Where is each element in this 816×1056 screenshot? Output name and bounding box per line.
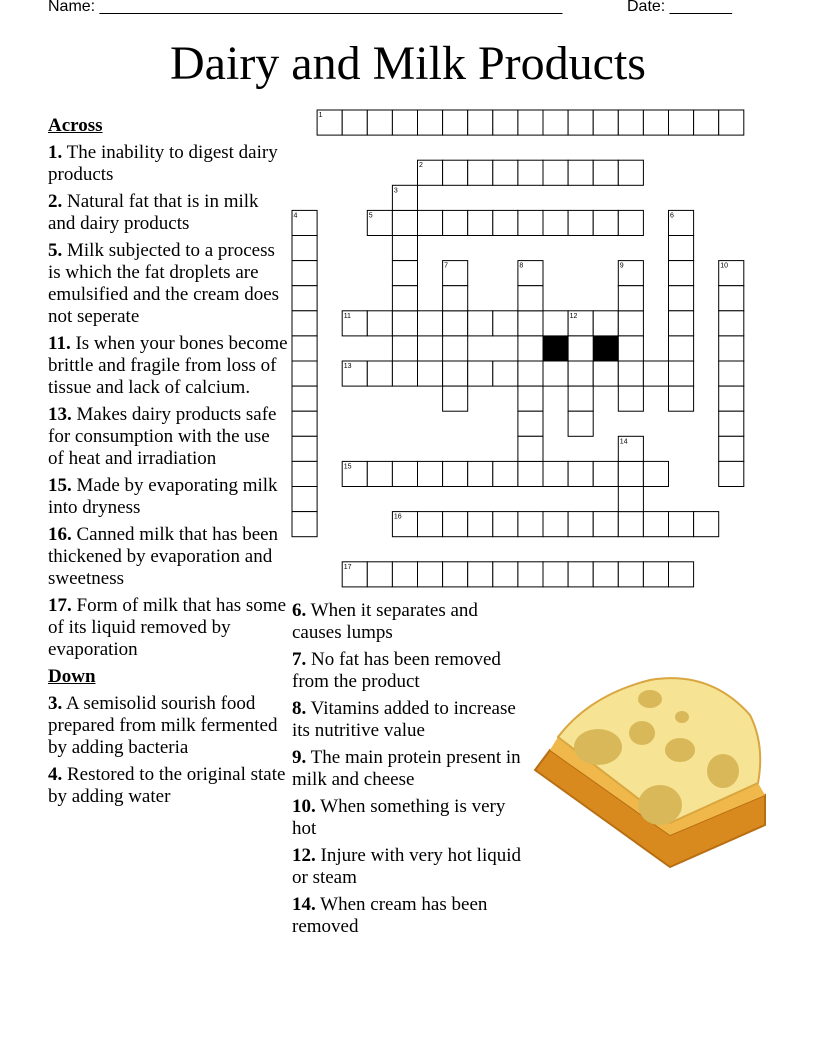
grid-cell[interactable] bbox=[418, 210, 443, 235]
clue-number: 17. bbox=[48, 595, 72, 616]
grid-cell[interactable] bbox=[443, 336, 468, 361]
grid-cell[interactable] bbox=[543, 512, 568, 537]
grid-cell[interactable] bbox=[568, 160, 593, 185]
grid-number: 9 bbox=[619, 262, 624, 270]
grid-cell[interactable] bbox=[392, 286, 417, 311]
grid-cell[interactable] bbox=[518, 386, 543, 411]
clue-text: Canned milk that has been thickened by evaporation and sweetness bbox=[48, 524, 279, 589]
clue-text: Made by evaporating milk into dryness bbox=[48, 475, 278, 518]
grid-cell[interactable] bbox=[342, 361, 367, 386]
grid-cell[interactable] bbox=[518, 411, 543, 436]
grid-cell[interactable] bbox=[443, 512, 468, 537]
clue-number: 15. bbox=[48, 475, 72, 496]
grid-cell[interactable] bbox=[392, 210, 417, 235]
grid-cell[interactable] bbox=[618, 562, 643, 587]
grid-number: 4 bbox=[293, 212, 298, 220]
grid-cell[interactable] bbox=[392, 461, 417, 486]
grid-cell[interactable] bbox=[443, 210, 468, 235]
clue bbox=[292, 600, 532, 644]
down-clue-list bbox=[48, 693, 288, 808]
clue-number: 13. bbox=[48, 404, 72, 425]
clue bbox=[48, 404, 288, 470]
grid-cell[interactable] bbox=[593, 210, 618, 235]
grid-cell[interactable] bbox=[694, 512, 719, 537]
grid-cell[interactable] bbox=[468, 110, 493, 135]
grid-cell[interactable] bbox=[669, 286, 694, 311]
cheese-hole bbox=[629, 721, 655, 745]
cheese-hole bbox=[675, 711, 689, 723]
grid-cell[interactable] bbox=[518, 461, 543, 486]
date-field[interactable]: Date: _______ bbox=[627, 0, 732, 15]
grid-cell[interactable] bbox=[392, 562, 417, 587]
grid-cell[interactable] bbox=[342, 562, 367, 587]
grid-cell[interactable] bbox=[443, 311, 468, 336]
grid-cell[interactable] bbox=[669, 210, 694, 235]
clue-text: When it separates and causes lumps bbox=[292, 600, 478, 643]
clue-text: The inability to digest dairy products bbox=[48, 142, 278, 185]
grid-cell[interactable] bbox=[719, 336, 744, 361]
grid-number: 5 bbox=[368, 212, 373, 220]
cheese-hole bbox=[638, 785, 682, 825]
grid-cell[interactable] bbox=[669, 311, 694, 336]
grid-cell[interactable] bbox=[418, 160, 443, 185]
clue-text: The main protein present in milk and cheese bbox=[292, 747, 521, 790]
grid-cell[interactable] bbox=[392, 512, 417, 537]
grid-cell[interactable] bbox=[518, 210, 543, 235]
grid-cell[interactable] bbox=[518, 110, 543, 135]
clue-text: Is when your bones become brittle and fragile from loss of tissue and lack of calcium. bbox=[48, 333, 288, 398]
grid-cell[interactable] bbox=[493, 311, 518, 336]
grid-cell[interactable] bbox=[342, 461, 367, 486]
grid-cell[interactable] bbox=[292, 512, 317, 537]
cheese-hole bbox=[665, 738, 695, 762]
grid-cell[interactable] bbox=[418, 562, 443, 587]
grid-cell[interactable] bbox=[618, 210, 643, 235]
clue bbox=[48, 595, 288, 661]
clue-text: Makes dairy products safe for consumption with the use of heat and irradiation bbox=[48, 404, 277, 469]
grid-number: 7 bbox=[444, 262, 449, 270]
grid-cell[interactable] bbox=[593, 160, 618, 185]
grid-cell[interactable] bbox=[669, 386, 694, 411]
clue bbox=[48, 475, 288, 519]
clue bbox=[292, 649, 532, 693]
grid-number: 14 bbox=[619, 438, 628, 446]
clue-text: Restored to the original state by adding water bbox=[48, 764, 286, 807]
clue-number: 4. bbox=[48, 764, 63, 785]
grid-cell[interactable] bbox=[568, 562, 593, 587]
grid-cell[interactable] bbox=[618, 336, 643, 361]
grid-number: 6 bbox=[670, 212, 674, 220]
name-field[interactable]: Name: ____________________________________________________ bbox=[48, 0, 563, 15]
grid-cell[interactable] bbox=[618, 160, 643, 185]
clue-text: When something is very hot bbox=[292, 796, 506, 839]
grid-cell[interactable] bbox=[669, 336, 694, 361]
clue bbox=[48, 693, 288, 759]
cheese-hole bbox=[638, 690, 662, 708]
grid-cell[interactable] bbox=[643, 361, 668, 386]
grid-cell[interactable] bbox=[518, 261, 543, 286]
grid-cell[interactable] bbox=[418, 512, 443, 537]
grid-cell[interactable] bbox=[719, 261, 744, 286]
grid-cell[interactable] bbox=[593, 361, 618, 386]
grid-cell[interactable] bbox=[292, 411, 317, 436]
clue-text: When cream has been removed bbox=[292, 894, 488, 937]
grid-cell[interactable] bbox=[518, 336, 543, 361]
grid-cell[interactable] bbox=[292, 261, 317, 286]
grid-cell[interactable] bbox=[493, 160, 518, 185]
grid-cell[interactable] bbox=[568, 411, 593, 436]
grid-cell[interactable] bbox=[719, 411, 744, 436]
grid-cell[interactable] bbox=[493, 461, 518, 486]
grid-cell[interactable] bbox=[367, 461, 392, 486]
grid-cell[interactable] bbox=[593, 110, 618, 135]
grid-cell[interactable] bbox=[292, 487, 317, 512]
grid-cell[interactable] bbox=[292, 286, 317, 311]
grid-cell[interactable] bbox=[643, 562, 668, 587]
clue-number: 1. bbox=[48, 142, 63, 163]
grid-cell[interactable] bbox=[618, 261, 643, 286]
clue-number: 11. bbox=[48, 333, 71, 354]
grid-cell[interactable] bbox=[418, 110, 443, 135]
grid-cell[interactable] bbox=[493, 512, 518, 537]
clue-number: 7. bbox=[292, 649, 307, 670]
grid-cell[interactable] bbox=[643, 512, 668, 537]
clue bbox=[48, 240, 288, 328]
clue bbox=[292, 698, 532, 742]
grid-cell[interactable] bbox=[618, 461, 643, 486]
grid-cell[interactable] bbox=[518, 160, 543, 185]
grid-cell[interactable] bbox=[518, 562, 543, 587]
grid-cell[interactable] bbox=[643, 461, 668, 486]
clue-number: 9. bbox=[292, 747, 307, 768]
grid-cell[interactable] bbox=[568, 311, 593, 336]
grid-cell[interactable] bbox=[392, 185, 417, 210]
grid-cell[interactable] bbox=[493, 110, 518, 135]
cheese-hole bbox=[707, 754, 739, 788]
clue bbox=[48, 333, 288, 399]
grid-cell[interactable] bbox=[593, 562, 618, 587]
clues-left-column bbox=[48, 115, 288, 813]
grid-cell[interactable] bbox=[292, 210, 317, 235]
grid-cell[interactable] bbox=[342, 110, 367, 135]
grid-cell[interactable] bbox=[719, 361, 744, 386]
clue bbox=[292, 796, 532, 840]
cheese-hole bbox=[574, 729, 622, 765]
grid-cell[interactable] bbox=[468, 461, 493, 486]
grid-cell[interactable] bbox=[568, 110, 593, 135]
grid-cell[interactable] bbox=[719, 436, 744, 461]
grid-cell[interactable] bbox=[518, 436, 543, 461]
grid-cell[interactable] bbox=[317, 110, 342, 135]
clue bbox=[292, 747, 532, 791]
clue-number: 8. bbox=[292, 698, 307, 719]
black-cell bbox=[543, 336, 568, 361]
grid-cell[interactable] bbox=[669, 236, 694, 261]
grid-cell[interactable] bbox=[418, 311, 443, 336]
grid-cell[interactable] bbox=[568, 386, 593, 411]
grid-cell[interactable] bbox=[443, 461, 468, 486]
grid-cell[interactable] bbox=[443, 386, 468, 411]
grid-cell[interactable] bbox=[292, 386, 317, 411]
grid-cell[interactable] bbox=[493, 361, 518, 386]
clue-text: Milk subjected to a process is which the fat droplets are emulsified and the cream does not seperate bbox=[48, 240, 280, 327]
grid-cell[interactable] bbox=[392, 361, 417, 386]
grid-cell[interactable] bbox=[367, 361, 392, 386]
grid-cell[interactable] bbox=[543, 361, 568, 386]
black-cell bbox=[593, 336, 618, 361]
grid-cell[interactable] bbox=[618, 286, 643, 311]
grid-cell[interactable] bbox=[593, 461, 618, 486]
clue-text: Natural fat that is in milk and dairy products bbox=[48, 191, 259, 234]
grid-number: 13 bbox=[343, 363, 352, 370]
grid-cell[interactable] bbox=[468, 210, 493, 235]
grid-cell[interactable] bbox=[568, 512, 593, 537]
grid-cell[interactable] bbox=[392, 311, 417, 336]
grid-cell[interactable] bbox=[643, 110, 668, 135]
grid-number: 11 bbox=[343, 312, 351, 320]
clue-number: 16. bbox=[48, 524, 72, 545]
header bbox=[0, 0, 816, 20]
grid-cell[interactable] bbox=[418, 361, 443, 386]
grid-cell[interactable] bbox=[443, 261, 468, 286]
grid-cell[interactable] bbox=[367, 210, 392, 235]
clue-number: 5. bbox=[48, 240, 63, 261]
grid-cell[interactable] bbox=[618, 110, 643, 135]
grid-cell[interactable] bbox=[694, 110, 719, 135]
grid-cell[interactable] bbox=[518, 361, 543, 386]
grid-cell[interactable] bbox=[292, 236, 317, 261]
grid-cell[interactable] bbox=[568, 361, 593, 386]
grid-cell[interactable] bbox=[292, 461, 317, 486]
grid-cell[interactable] bbox=[493, 562, 518, 587]
down-heading: Down bbox=[48, 666, 96, 687]
grid-cell[interactable] bbox=[543, 311, 568, 336]
grid-cell[interactable] bbox=[618, 487, 643, 512]
grid-cell[interactable] bbox=[568, 336, 593, 361]
grid-number: 10 bbox=[720, 262, 728, 270]
grid-cell[interactable] bbox=[443, 110, 468, 135]
grid-cell[interactable] bbox=[468, 512, 493, 537]
grid-cell[interactable] bbox=[392, 261, 417, 286]
grid-cell[interactable] bbox=[443, 160, 468, 185]
grid-cell[interactable] bbox=[618, 436, 643, 461]
grid-cell[interactable] bbox=[367, 110, 392, 135]
grid-cell[interactable] bbox=[392, 110, 417, 135]
grid-number: 8 bbox=[519, 262, 524, 270]
grid-cell[interactable] bbox=[669, 361, 694, 386]
grid-cell[interactable] bbox=[669, 512, 694, 537]
grid-number: 16 bbox=[393, 513, 402, 521]
grid-number: 15 bbox=[343, 463, 352, 471]
grid-cell[interactable] bbox=[568, 461, 593, 486]
grid-cell[interactable] bbox=[342, 311, 367, 336]
grid-cell[interactable] bbox=[518, 512, 543, 537]
grid-cell[interactable] bbox=[493, 210, 518, 235]
grid-cell[interactable] bbox=[719, 110, 744, 135]
grid-cell[interactable] bbox=[292, 311, 317, 336]
grid-cell[interactable] bbox=[292, 361, 317, 386]
grid-cell[interactable] bbox=[443, 361, 468, 386]
grid-cell[interactable] bbox=[593, 512, 618, 537]
grid-cell[interactable] bbox=[618, 386, 643, 411]
grid-cell[interactable] bbox=[618, 512, 643, 537]
grid-cell[interactable] bbox=[719, 286, 744, 311]
clue-number: 6. bbox=[292, 600, 307, 621]
grid-cell[interactable] bbox=[719, 461, 744, 486]
grid-cell[interactable] bbox=[468, 160, 493, 185]
clue-number: 14. bbox=[292, 894, 316, 915]
grid-cell[interactable] bbox=[543, 160, 568, 185]
grid-cell[interactable] bbox=[292, 336, 317, 361]
clue bbox=[292, 894, 532, 938]
clue-number: 12. bbox=[292, 845, 316, 866]
grid-cell[interactable] bbox=[543, 110, 568, 135]
grid-cell[interactable] bbox=[719, 311, 744, 336]
grid-cell[interactable] bbox=[593, 311, 618, 336]
grid-cell[interactable] bbox=[468, 361, 493, 386]
grid-cell[interactable] bbox=[543, 562, 568, 587]
clues-right-column bbox=[292, 600, 532, 943]
cheese-wedge-icon bbox=[530, 675, 770, 875]
clue-text: No fat has been removed from the product bbox=[292, 649, 501, 692]
clue bbox=[48, 524, 288, 590]
across-heading: Across bbox=[48, 115, 103, 136]
grid-cell[interactable] bbox=[392, 236, 417, 261]
grid-cell[interactable] bbox=[418, 461, 443, 486]
grid-cell[interactable] bbox=[568, 210, 593, 235]
grid-cell[interactable] bbox=[367, 562, 392, 587]
clue-text: Form of milk that has some of its liquid removed by evaporation bbox=[48, 595, 287, 660]
grid-cell[interactable] bbox=[669, 110, 694, 135]
page-title: Dairy and Milk Products bbox=[170, 37, 646, 90]
grid-cell[interactable] bbox=[443, 286, 468, 311]
grid-number: 12 bbox=[569, 312, 578, 320]
grid-cell[interactable] bbox=[618, 361, 643, 386]
clue-number: 10. bbox=[292, 796, 316, 817]
clue bbox=[48, 191, 288, 235]
clue-text: Vitamins added to increase its nutritive value bbox=[292, 698, 516, 741]
clue-number: 3. bbox=[48, 693, 63, 714]
grid-cell[interactable] bbox=[543, 210, 568, 235]
grid-cell[interactable] bbox=[518, 311, 543, 336]
across-clue-list bbox=[48, 142, 288, 661]
grid-number: 3 bbox=[393, 187, 398, 195]
grid-cell[interactable] bbox=[669, 562, 694, 587]
grid-cell[interactable] bbox=[719, 386, 744, 411]
clue-text: Injure with very hot liquid or steam bbox=[292, 845, 522, 888]
grid-cell[interactable] bbox=[367, 311, 392, 336]
grid-cell[interactable] bbox=[618, 311, 643, 336]
grid-cell[interactable] bbox=[543, 461, 568, 486]
down-clue-list-continued bbox=[292, 600, 532, 938]
clue bbox=[292, 845, 532, 889]
grid-cell[interactable] bbox=[468, 562, 493, 587]
grid-number: 2 bbox=[419, 162, 423, 170]
grid-cell[interactable] bbox=[392, 336, 417, 361]
clue bbox=[48, 142, 288, 186]
clue bbox=[48, 764, 288, 808]
grid-cell[interactable] bbox=[292, 436, 317, 461]
grid-cell[interactable] bbox=[443, 562, 468, 587]
grid-cell[interactable] bbox=[468, 311, 493, 336]
grid-cell[interactable] bbox=[669, 261, 694, 286]
clue-number: 2. bbox=[48, 191, 63, 212]
grid-number: 17 bbox=[343, 563, 352, 571]
clue-text: A semisolid sourish food prepared from milk fermented by adding bacteria bbox=[48, 693, 278, 758]
grid-number: 1 bbox=[318, 112, 323, 119]
grid-cell[interactable] bbox=[518, 286, 543, 311]
